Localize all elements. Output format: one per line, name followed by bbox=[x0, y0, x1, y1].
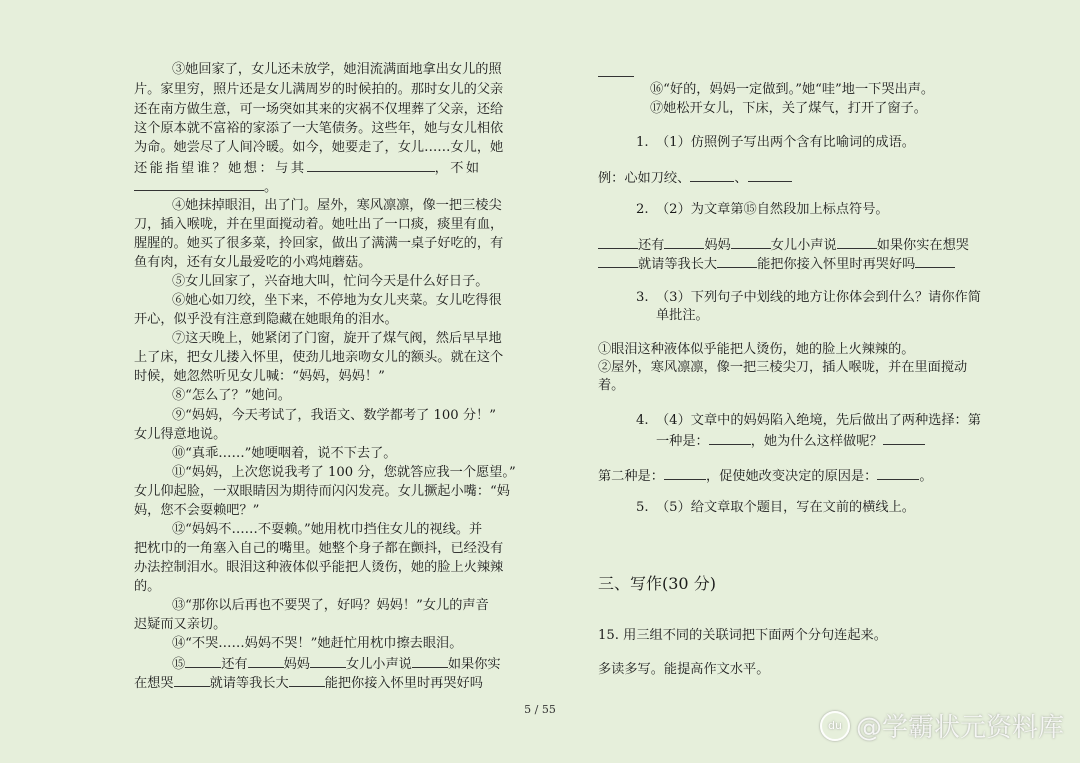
text-segment: 就请等我长大 bbox=[638, 257, 718, 272]
text-segment: 女儿小声说 bbox=[770, 238, 837, 253]
text-segment: 就请等我长大 bbox=[209, 676, 289, 691]
question-5-number: 5. bbox=[636, 500, 649, 515]
paragraph-3-line: ③她回家了，女儿还未放学，她泪流满面地拿出女儿的照 bbox=[172, 62, 502, 77]
fill-blank[interactable] bbox=[837, 234, 877, 249]
question-4-number: 4. bbox=[636, 413, 649, 428]
question-3-sentence-2: 着。 bbox=[598, 378, 625, 393]
text-segment: ⑮ bbox=[172, 657, 186, 672]
fill-blank[interactable] bbox=[598, 253, 638, 268]
paragraph-11-line: 妈，您不会耍赖吧？” bbox=[134, 503, 260, 518]
fill-blank[interactable] bbox=[174, 672, 210, 687]
paragraph-3-line bbox=[134, 176, 277, 197]
paragraph-17: ⑰她松开女儿，下床，关了煤气，打开了窗子。 bbox=[650, 101, 927, 116]
paragraph-6-line: 开心，似乎没有注意到隐藏在她眼角的泪水。 bbox=[134, 312, 398, 327]
title-blank-line bbox=[598, 62, 634, 83]
question-1-answer bbox=[598, 167, 792, 188]
text-segment: 如果你实 bbox=[447, 657, 501, 672]
section-heading-writing: 三、写作(30 分) bbox=[598, 574, 716, 593]
fill-blank[interactable] bbox=[717, 253, 757, 268]
text-segment: 第二种是： bbox=[598, 469, 664, 484]
text-segment: 例：心如刀绞、 bbox=[598, 171, 691, 186]
paragraph-3-line: 为命。她尝尽了人间冷暖。如今，她要走了，女儿……女儿，她 bbox=[134, 140, 504, 155]
paragraph-7-line: 上了床，把女儿搂入怀里，使劲儿地亲吻女儿的额头。就在这个 bbox=[134, 350, 504, 365]
fill-blank[interactable] bbox=[731, 234, 771, 249]
paragraph-4-line: 刀，插入喉咙，并在里面搅动着。她吐出了一口痰，痰里有血， bbox=[134, 217, 504, 232]
paragraph-12-line: ⑫“妈妈不……不耍赖。”她用枕巾挡住女儿的视线。并 bbox=[172, 522, 483, 537]
paragraph-10-line: ⑩“真乖……”她哽咽着，说不下去了。 bbox=[172, 446, 397, 461]
fill-blank[interactable] bbox=[289, 672, 325, 687]
paragraph-3-line: 片。家里穷，照片还是女儿满周岁的时候拍的。那时女儿的父亲 bbox=[134, 82, 504, 97]
question-5-text: （5）给文章取个题目，写在文前的横线上。 bbox=[656, 500, 915, 515]
question-2-answer-line bbox=[598, 253, 955, 274]
paragraph-11-line: 女儿仰起脸，一双眼睛因为期待而闪闪发亮。女儿撅起小嘴：“妈 bbox=[134, 484, 510, 499]
text-segment: ，不如 bbox=[434, 161, 482, 176]
text-segment: 在想哭 bbox=[134, 676, 174, 691]
paragraph-5-line: ⑤女儿回家了，兴奋地大叫，忙问今天是什么好日子。 bbox=[172, 274, 489, 289]
fill-blank[interactable] bbox=[134, 176, 264, 191]
question-3-text: 单批注。 bbox=[656, 308, 709, 323]
text-segment: 女儿小声说 bbox=[345, 657, 412, 672]
question-15-text: 15. 用三组不同的关联词把下面两个分句连起来。 bbox=[598, 628, 887, 643]
fill-blank[interactable] bbox=[664, 234, 704, 249]
question-1-text: （1）仿照例子写出两个含有比喻词的成语。 bbox=[656, 135, 915, 150]
fill-blank[interactable] bbox=[690, 167, 734, 182]
text-segment: ，她为什么这样做呢？ bbox=[750, 434, 883, 449]
question-3-sentence-2: ②屋外，寒风凛凛，像一把三棱尖刀，插人喉咙，并在里面搅动 bbox=[598, 360, 968, 375]
paragraph-13-line: ⑬“那你以后再也不要哭了，好吗？妈妈！”女儿的声音 bbox=[172, 598, 489, 613]
text-segment: 还能指望谁？她想：与其 bbox=[134, 161, 307, 176]
text-segment: 如果你实在想哭 bbox=[876, 238, 969, 253]
paragraph-6-line: ⑥她心如刀绞，坐下来，不停地为女儿夹菜。女儿吃得很 bbox=[172, 293, 502, 308]
paragraph-3-line: 还在南方做生意，可一场突如其来的灾祸不仅埋葬了父亲，还给 bbox=[134, 102, 504, 117]
paragraph-4-line: 腥腥的。她买了很多菜，拎回家，做出了满满一桌子好吃的，有 bbox=[134, 236, 504, 251]
paragraph-11-line: ⑪“妈妈，上次您说我考了 100 分，您就答应我一个愿望。” bbox=[172, 465, 516, 480]
paragraph-13-line: 迟疑而又亲切。 bbox=[134, 617, 227, 632]
fill-blank[interactable] bbox=[412, 653, 448, 668]
question-3-sentence-1: ①眼泪这种液体似乎能把人烫伤，她的脸上火辣辣的。 bbox=[598, 342, 915, 357]
watermark-text: @学霸状元资料库 bbox=[855, 713, 1064, 743]
question-15-sentence: 多读多写。能提高作文水平。 bbox=[598, 662, 770, 677]
question-3-text: （3）下列句子中划线的地方让你体会到什么？请你作简 bbox=[656, 290, 981, 305]
fill-blank[interactable] bbox=[915, 253, 955, 268]
text-segment: 。 bbox=[264, 180, 278, 195]
text-segment: 还有 bbox=[638, 238, 665, 253]
paragraph-12-line: 把枕巾的一角塞入自己的嘴里。她整个身子都在颤抖，已经没有 bbox=[134, 541, 504, 556]
paragraph-4-line: 鱼有肉，还有女儿最爱吃的小鸡炖蘑菇。 bbox=[134, 255, 372, 270]
question-2-number: 2. bbox=[636, 202, 649, 217]
paragraph-3-line bbox=[134, 157, 482, 178]
question-2-text: （2）为文章第⑮自然段加上标点符号。 bbox=[656, 202, 889, 217]
text-segment: 妈妈 bbox=[283, 657, 310, 672]
text-segment: 一种是： bbox=[656, 434, 709, 449]
page-number: 5 / 55 bbox=[524, 703, 556, 716]
fill-blank[interactable] bbox=[185, 653, 221, 668]
watermark-logo-icon: du bbox=[820, 711, 850, 741]
paragraph-9-line: ⑨“妈妈，今天考试了，我语文、数学都考了 100 分！” bbox=[172, 408, 496, 423]
text-segment: 能把你接入怀里时再哭好吗 bbox=[324, 676, 483, 691]
paragraph-15-line bbox=[172, 653, 501, 674]
paragraph-14-line: ⑭“不哭……妈妈不哭！”她赶忙用枕巾擦去眼泪。 bbox=[172, 636, 463, 651]
text-segment: ，促使她改变决定的原因是： bbox=[705, 469, 878, 484]
fill-blank[interactable] bbox=[598, 62, 634, 77]
paragraph-4-line: ④她抹掉眼泪，出了门。屋外，寒风凛凛，像一把三棱尖 bbox=[172, 198, 502, 213]
text-segment: 还有 bbox=[221, 657, 248, 672]
paragraph-15-line bbox=[134, 672, 483, 693]
fill-blank[interactable] bbox=[310, 653, 346, 668]
fill-blank[interactable] bbox=[598, 234, 638, 249]
question-4-text bbox=[598, 465, 933, 486]
fill-blank[interactable] bbox=[664, 465, 706, 480]
paragraph-8-line: ⑧“怎么了？”她问。 bbox=[172, 388, 291, 403]
paragraph-9-line: 女儿得意地说。 bbox=[134, 427, 227, 442]
fill-blank[interactable] bbox=[248, 653, 284, 668]
fill-blank[interactable] bbox=[307, 157, 435, 172]
text-segment: 能把你接入怀里时再哭好吗 bbox=[757, 257, 916, 272]
text-segment: 、 bbox=[734, 171, 748, 186]
paragraph-16: ⑯“好的，妈妈一定做到。”她“哇”地一下哭出声。 bbox=[650, 82, 935, 97]
text-segment: 妈妈 bbox=[704, 238, 731, 253]
paragraph-3-line: 这个原本就不富裕的家添了一大笔债务。这些年，她与女儿相依 bbox=[134, 121, 504, 136]
paragraph-7-line: ⑦这天晚上，她紧闭了门窗，旋开了煤气阀，然后早早地 bbox=[172, 331, 502, 346]
fill-blank[interactable] bbox=[883, 430, 925, 445]
question-3-number: 3. bbox=[636, 290, 649, 305]
text-segment: 。 bbox=[919, 469, 933, 484]
paragraph-12-line: 的。 bbox=[134, 579, 161, 594]
question-4-text bbox=[656, 430, 925, 451]
question-4-text: （4）文章中的妈妈陷入绝境，先后做出了两种选择：第 bbox=[656, 413, 981, 428]
paragraph-12-line: 办法控制泪水。眼泪这种液体似乎能把人烫伤，她的脸上火辣辣 bbox=[134, 560, 504, 575]
fill-blank[interactable] bbox=[748, 167, 792, 182]
fill-blank[interactable] bbox=[877, 465, 919, 480]
watermark bbox=[820, 707, 1064, 744]
fill-blank[interactable] bbox=[709, 430, 751, 445]
question-2-answer-line bbox=[598, 234, 969, 255]
question-1-number: 1. bbox=[636, 135, 649, 150]
paragraph-7-line: 时候，她忽然听见女儿喊：“妈妈，妈妈！” bbox=[134, 369, 385, 384]
